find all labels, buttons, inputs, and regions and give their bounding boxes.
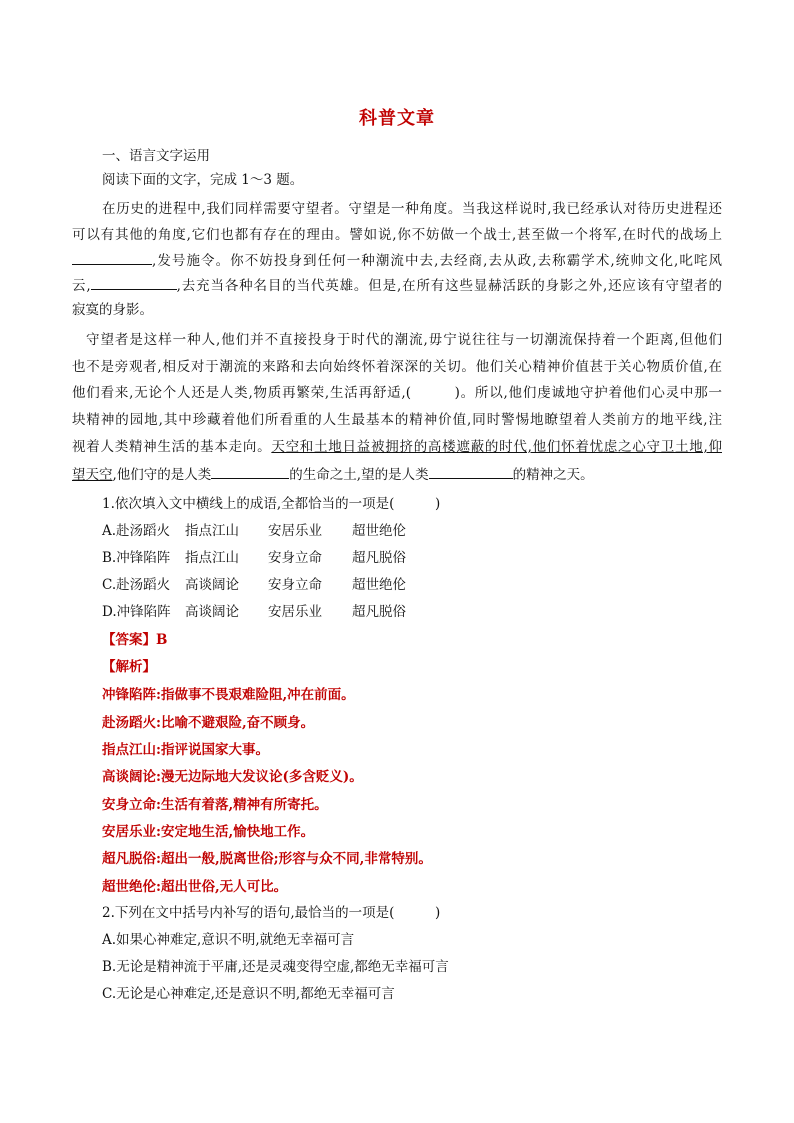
option-term: 安身立命	[268, 577, 322, 593]
question-1-stem: 1.依次填入文中横线上的成语,全都恰当的一项是( )	[102, 496, 441, 512]
passage-line: 也不是旁观者,相反对于潮流的来路和去向始终怀着深深的关切。他们关心精神价值甚于关心物质价值,在	[72, 359, 722, 375]
question-2-option-c: C.无论是心神难定,还是意识不明,都绝无幸福可言	[102, 986, 395, 1002]
passage-line	[72, 250, 722, 271]
question-1-option-b	[102, 548, 406, 568]
option-term: 超凡脱俗	[352, 550, 406, 566]
answer-blank	[211, 464, 289, 479]
instruction: 阅读下面的文字，完成 1～3 题。	[102, 172, 304, 188]
option-term: 高谈阔论	[185, 577, 239, 593]
passage-text: ,他们守的是人类	[112, 467, 212, 483]
question-2-option-a: A.如果心神难定,意识不明,就绝无幸福可言	[102, 932, 355, 948]
passage-line: 守望者是这样一种人,他们并不直接投身于时代的潮流,毋宁说往往与一切潮流保持着一个距离,但他们	[86, 332, 722, 348]
analysis-item: 冲锋陷阵:指做事不畏艰难险阻,冲在前面。	[102, 687, 355, 703]
option-term: 安身立命	[268, 550, 322, 566]
answer-blank	[429, 464, 513, 479]
option-term: 超世绝伦	[352, 577, 406, 593]
question-1-option-d	[102, 602, 406, 622]
analysis-label: 【解析】	[102, 659, 156, 675]
option-term: D.冲锋陷阵	[102, 604, 171, 620]
passage-text: 的生命之土,望的是人类	[289, 467, 429, 483]
option-term: 指点江山	[185, 523, 239, 539]
passage-text: 视着人类精神生活的基本走向。	[72, 439, 272, 455]
question-2-option-b: B.无论是精神流于平庸,还是灵魂变得空虚,都绝无幸福可言	[102, 959, 449, 975]
option-term: 超凡脱俗	[352, 604, 406, 620]
passage-line: 他们看来,无论个人还是人类,物质再繁荣,生活再舒适,( )。所以,他们虔诚地守护着他们心灵中那一	[72, 385, 722, 401]
option-term: 指点江山	[185, 550, 239, 566]
underlined-sentence: 望天空	[72, 467, 113, 483]
option-term: 超世绝伦	[352, 523, 406, 539]
underlined-sentence: 天空和土地日益被拥挤的高楼遮蔽的时代,他们怀着忧虑之心守卫土地,仰	[271, 439, 722, 455]
passage-line	[72, 464, 594, 485]
analysis-item: 安居乐业:安定地生活,愉快地工作。	[102, 824, 315, 840]
option-term: B.冲锋陷阵	[102, 550, 171, 566]
question-1-option-c	[102, 575, 406, 595]
analysis-item: 高谈阔论:漫无边际地大发议论(多含贬义)。	[102, 769, 363, 785]
option-term: C.赴汤蹈火	[102, 577, 171, 593]
answer-label: 【答案】B	[102, 632, 168, 648]
question-2-stem: 2.下列在文中括号内补写的语句,最恰当的一项是( )	[102, 905, 441, 921]
analysis-item: 超世绝伦:超出世俗,无人可比。	[102, 879, 288, 895]
passage-line: 块精神的园地,其中珍藏着他们所看重的人生最基本的精神价值,同时警惕地瞭望着人类前方的地平线,注	[72, 412, 722, 428]
document-title: 科普文章	[359, 108, 435, 129]
passage-line	[72, 437, 722, 457]
analysis-item: 指点江山:指评说国家大事。	[102, 742, 269, 758]
passage-line	[72, 275, 722, 296]
answer-blank	[91, 275, 177, 290]
analysis-item: 赴汤蹈火:比喻不避艰险,奋不顾身。	[102, 715, 315, 731]
analysis-item: 安身立命:生活有着落,精神有所寄托。	[102, 797, 328, 813]
section-heading: 一、语言文字运用	[102, 148, 210, 164]
option-term: 安居乐业	[268, 604, 322, 620]
passage-line: 在历史的进程中,我们同样需要守望者。守望是一种角度。当我这样说时,我已经承认对待历史进程还	[102, 201, 722, 217]
passage-text: 的精神之天。	[512, 467, 594, 483]
passage-line: 可以有其他的角度,它们也都有存在的理由。譬如说,你不妨做一个战士,甚至做一个将军,在时代的战场上	[72, 227, 722, 243]
passage-text: ,发号施令。你不妨投身到任何一种潮流中去,去经商,去从政,去称霸学术,统帅文化,叱咤风	[152, 253, 722, 269]
analysis-item: 超凡脱俗:超出一般,脱离世俗;形容与众不同,非常特别。	[102, 851, 432, 867]
passage-line: 寂寞的身影。	[72, 302, 153, 318]
passage-text: ,去充当各种名目的当代英雄。但是,在所有这些显赫活跃的身影之外,还应该有守望者的	[176, 278, 722, 294]
option-term: A.赴汤蹈火	[102, 523, 171, 539]
question-1-option-a	[102, 521, 406, 541]
option-term: 安居乐业	[268, 523, 322, 539]
passage-text: 云,	[72, 278, 91, 294]
answer-blank	[72, 250, 152, 265]
option-term: 高谈阔论	[185, 604, 239, 620]
